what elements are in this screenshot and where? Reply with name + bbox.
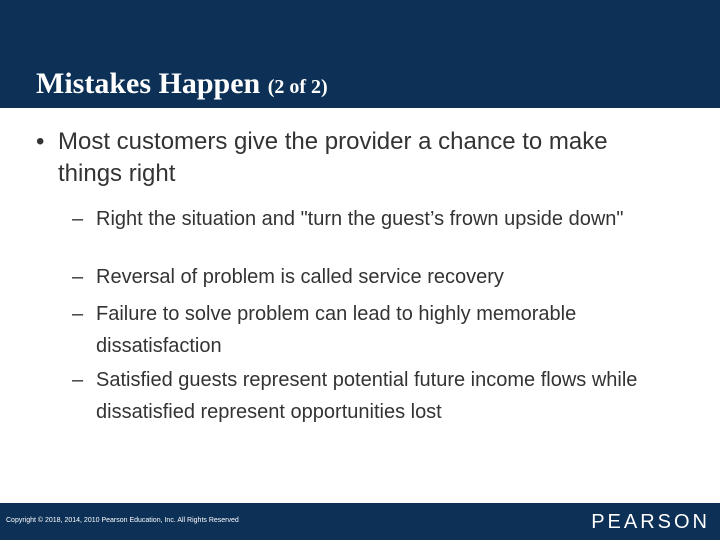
sub-bullet-marker: –	[72, 266, 84, 288]
copyright-notice: Copyright © 2018, 2014, 2010 Pearson Education, Inc. All Rights Reserved	[6, 517, 239, 524]
header-bar	[0, 0, 720, 108]
slide-title-text: Mistakes Happen	[36, 67, 261, 100]
sub-bullet-text: Satisfied guests represent potential future income flows while dissatisfied represent opportunities lost	[96, 369, 638, 423]
footer-bar	[0, 503, 720, 540]
bullet-marker: •	[36, 128, 45, 155]
slide-title-suffix: (2 of 2)	[267, 76, 328, 98]
sub-bullet-marker: –	[72, 208, 84, 230]
slide-title	[36, 66, 328, 105]
sub-bullet-text: Failure to solve problem can lead to highly memorable dissatisfaction	[96, 303, 577, 357]
sub-bullet-text: Reversal of problem is called service recovery	[96, 266, 504, 288]
sub-bullet-text: Right the situation and "turn the guest’s frown upside down"	[96, 208, 624, 230]
sub-bullet-marker: –	[72, 303, 84, 325]
bullet-text: Most customers give the provider a chance to make things right	[58, 128, 608, 187]
sub-bullet-marker: –	[72, 369, 84, 391]
pearson-logo: PEARSON	[591, 511, 710, 533]
